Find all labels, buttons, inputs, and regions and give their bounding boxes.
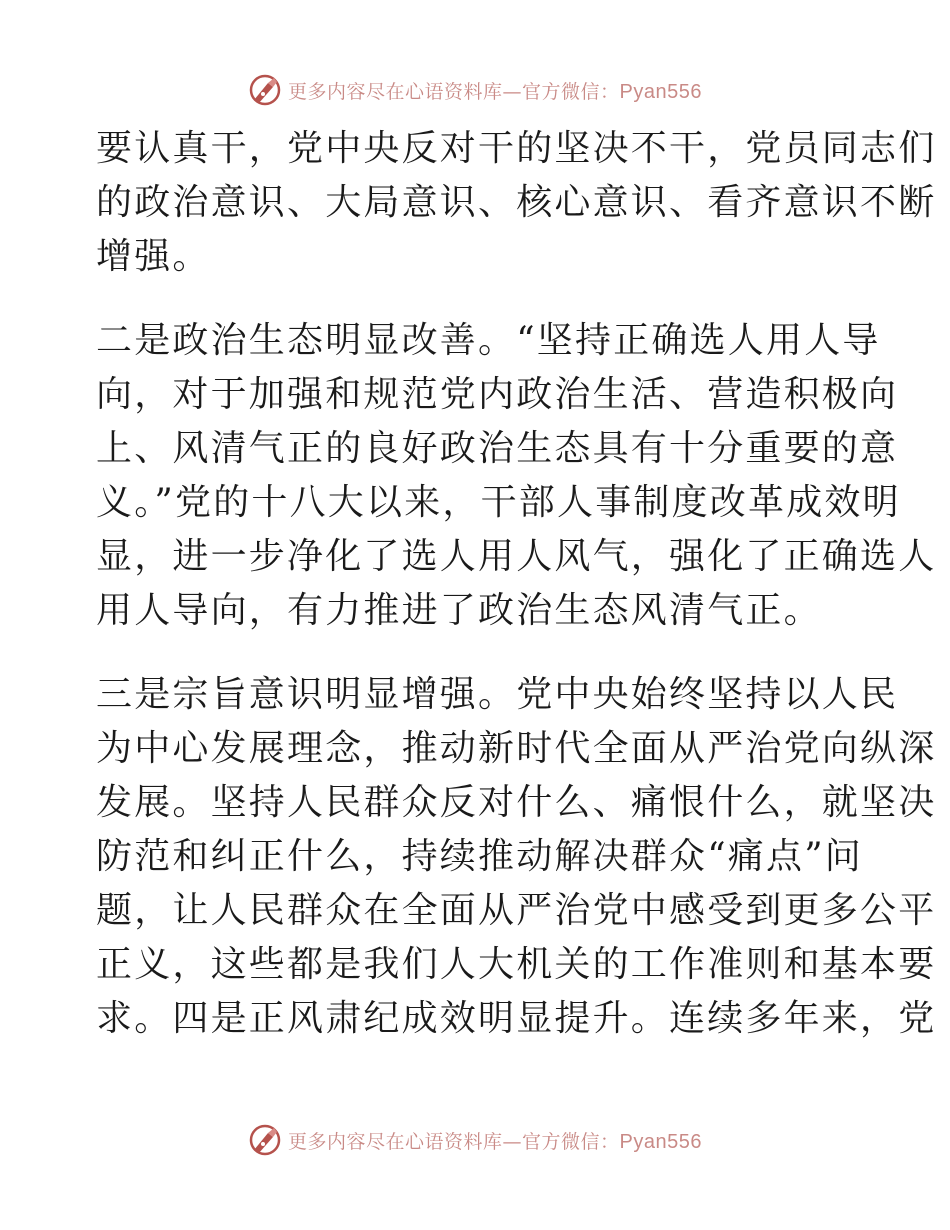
- text-line: 上、风清气正的良好政治生态具有十分重要的意: [96, 428, 899, 469]
- pen-nib-seal-icon: [248, 1123, 282, 1157]
- pen-nib-seal-icon: [248, 73, 282, 107]
- paragraph-gap: [96, 638, 856, 668]
- header-banner-text: [288, 77, 702, 104]
- text-line: 显，进一步净化了选人用人风气，强化了正确选人: [96, 536, 937, 577]
- text-line: 题，让人民群众在全面从严治党中感受到更多公平: [96, 890, 937, 931]
- footer-banner-text: [288, 1127, 702, 1154]
- paragraph-gap: [96, 284, 856, 314]
- header-banner-label: 更多内容尽在心语资料库—官方微信：: [288, 80, 620, 103]
- text-line: 向，对于加强和规范党内政治生活、营造积极向: [96, 374, 899, 415]
- text-line: 增强。: [96, 236, 211, 277]
- text-line: 求。四是正风肃纪成效明显提升。连续多年来，党: [96, 998, 937, 1039]
- text-line: 正义，这些都是我们人大机关的工作准则和基本要: [96, 944, 937, 985]
- paragraph-3: [96, 668, 937, 1046]
- document-body: [96, 122, 937, 1046]
- header-banner-wechat: Pyan556: [619, 80, 702, 103]
- text-line: 用人导向，有力推进了政治生态风清气正。: [96, 590, 822, 631]
- text-line: 三是宗旨意识明显增强。党中央始终坚持以人民: [96, 674, 899, 715]
- text-line: 二是政治生态明显改善。“坚持正确选人用人导: [96, 320, 881, 361]
- footer-banner-label: 更多内容尽在心语资料库—官方微信：: [288, 1130, 620, 1153]
- footer-banner: [0, 1120, 950, 1160]
- text-line: 义。”党的十八大以来，干部人事制度改革成效明: [96, 482, 901, 523]
- paragraph-1: [96, 122, 937, 284]
- text-line: 防范和纠正什么，持续推动解决群众“痛点”问: [96, 836, 864, 877]
- text-line: 的政治意识、大局意识、核心意识、看齐意识不断: [96, 182, 937, 223]
- paragraph-2: [96, 314, 937, 638]
- text-line: 为中心发展理念，推动新时代全面从严治党向纵深: [96, 728, 937, 769]
- text-line: 要认真干，党中央反对干的坚决不干，党员同志们: [96, 128, 937, 169]
- text-line: 发展。坚持人民群众反对什么、痛恨什么，就坚决: [96, 782, 937, 823]
- footer-banner-wechat: Pyan556: [619, 1130, 702, 1153]
- header-banner: [0, 70, 950, 110]
